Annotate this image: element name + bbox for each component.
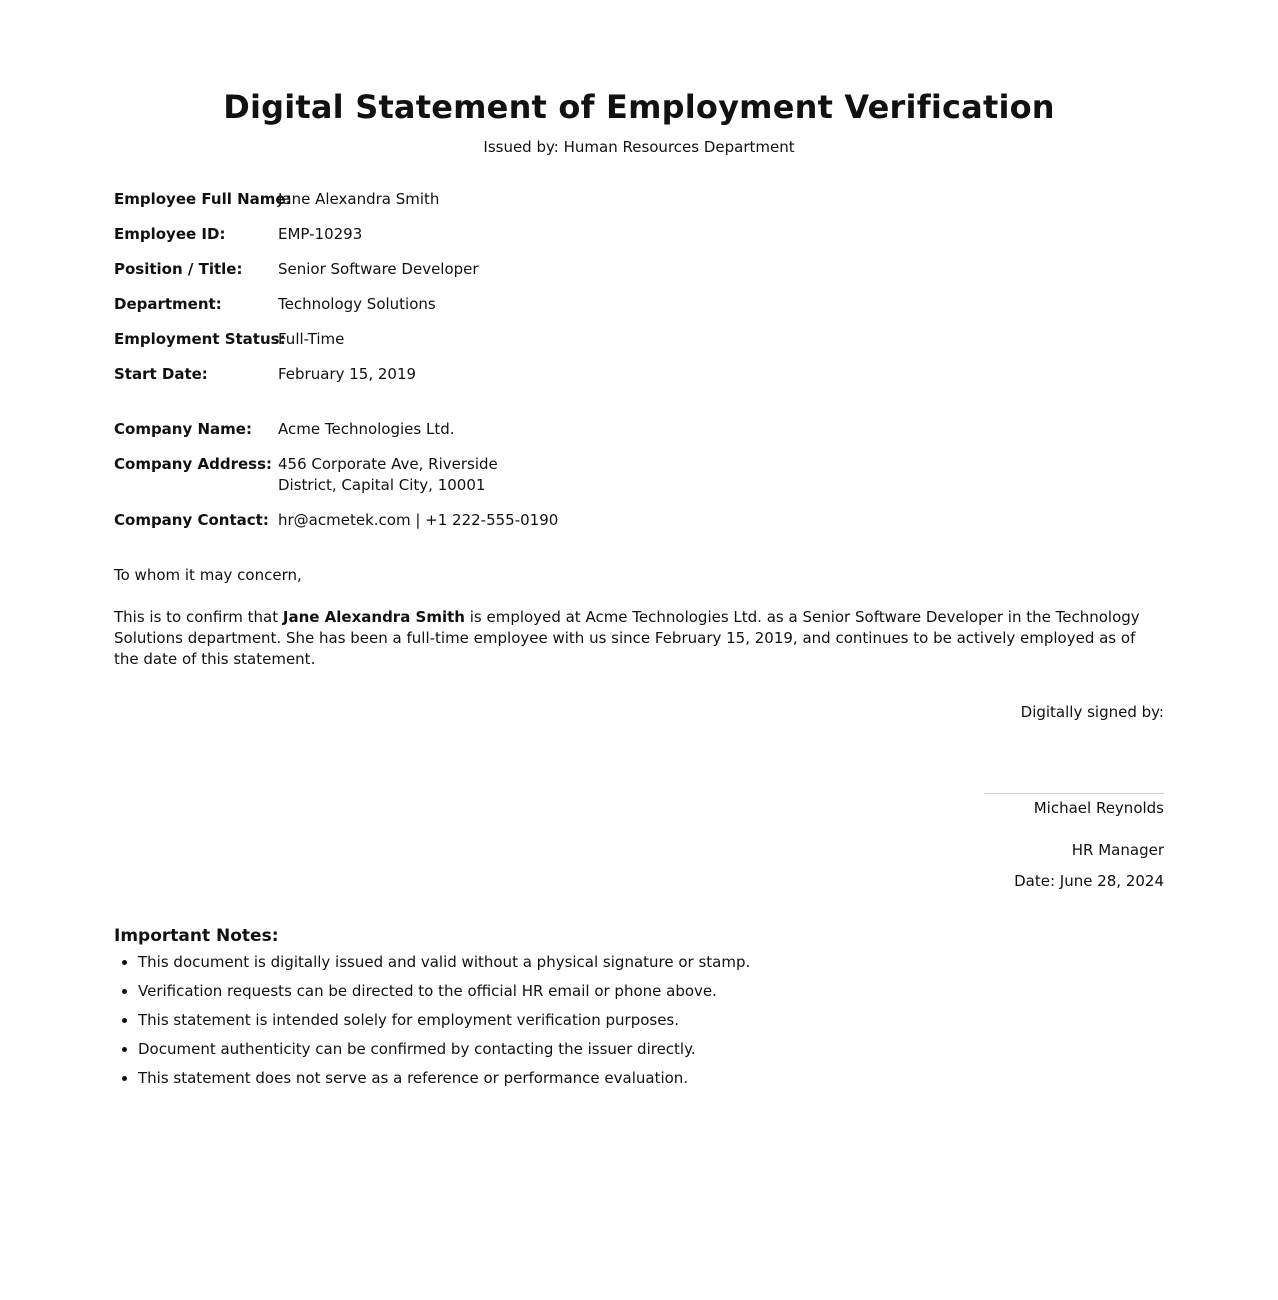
list-item: • Document authenticity can be confirmed by contacting the issuer directly. (138, 1039, 1164, 1060)
info-label: Company Address: (114, 455, 272, 473)
signer-title: HR Manager (1071, 841, 1164, 859)
info-label: Department: (114, 295, 222, 313)
info-value: EMP-10293 (278, 225, 363, 243)
info-row-status (114, 329, 814, 350)
letter-body (114, 607, 1164, 670)
info-row-employee-id (114, 224, 814, 245)
info-label: Employment Status: (114, 330, 286, 348)
info-row-company-name (114, 419, 814, 440)
signature-caption: Digitally signed by: (1020, 703, 1164, 721)
info-value: Acme Technologies Ltd. (278, 420, 455, 438)
info-value: Full-Time (278, 330, 345, 348)
company-details (114, 419, 814, 545)
info-value: 456 Corporate Ave, Riverside District, Capital City, 10001 (278, 455, 498, 494)
list-item: • This statement is intended solely for employment verification purposes. (138, 1010, 1164, 1031)
info-row-start-date (114, 364, 814, 385)
letter-greeting: To whom it may concern, (114, 566, 302, 584)
signature-block (864, 702, 1164, 890)
info-value: Jane Alexandra Smith (278, 190, 440, 208)
info-row-company-address (114, 454, 814, 496)
info-label: Employee Full Name: (114, 190, 292, 208)
list-item: • Verification requests can be directed to the official HR email or phone above. (138, 981, 1164, 1002)
info-label: Position / Title: (114, 260, 243, 278)
info-value: hr@acmetek.com | +1 222-555-0190 (278, 511, 559, 529)
info-label: Company Name: (114, 420, 252, 438)
signature-line (984, 793, 1164, 794)
notes-heading: Important Notes: (114, 926, 279, 946)
important-notes (114, 924, 1164, 1097)
issuer-line: Issued by: Human Resources Department (483, 138, 795, 156)
info-label: Start Date: (114, 365, 208, 383)
list-item: • This document is digitally issued and valid without a physical signature or stamp. (138, 952, 1164, 973)
info-label: Employee ID: (114, 225, 226, 243)
signature-date: Date: June 28, 2024 (1014, 872, 1164, 890)
info-row-company-contact (114, 510, 814, 531)
notes-list (114, 952, 1164, 1089)
letter-body-employee-name: Jane Alexandra Smith (282, 608, 465, 626)
signer-name: Michael Reynolds (1033, 799, 1164, 817)
employee-details (114, 189, 814, 399)
info-row-full-name (114, 189, 814, 210)
info-value: Technology Solutions (278, 295, 436, 313)
letter-body-suffix: is employed at Acme Technologies Ltd. as a Senior Software Developer in the Technology Solutions department. She has been a full-time employee with us since February 15, 2019, and continues to be actively employed as of the date of this statement. (114, 608, 1140, 668)
info-row-position (114, 259, 814, 280)
info-row-department (114, 294, 814, 315)
letter-body-prefix: This is to confirm that (114, 608, 283, 626)
document-title: Digital Statement of Employment Verification (223, 88, 1055, 126)
list-item: • This statement does not serve as a reference or performance evaluation. (138, 1068, 1164, 1089)
info-value: Senior Software Developer (278, 260, 479, 278)
info-value: February 15, 2019 (278, 365, 417, 383)
info-label: Company Contact: (114, 511, 269, 529)
